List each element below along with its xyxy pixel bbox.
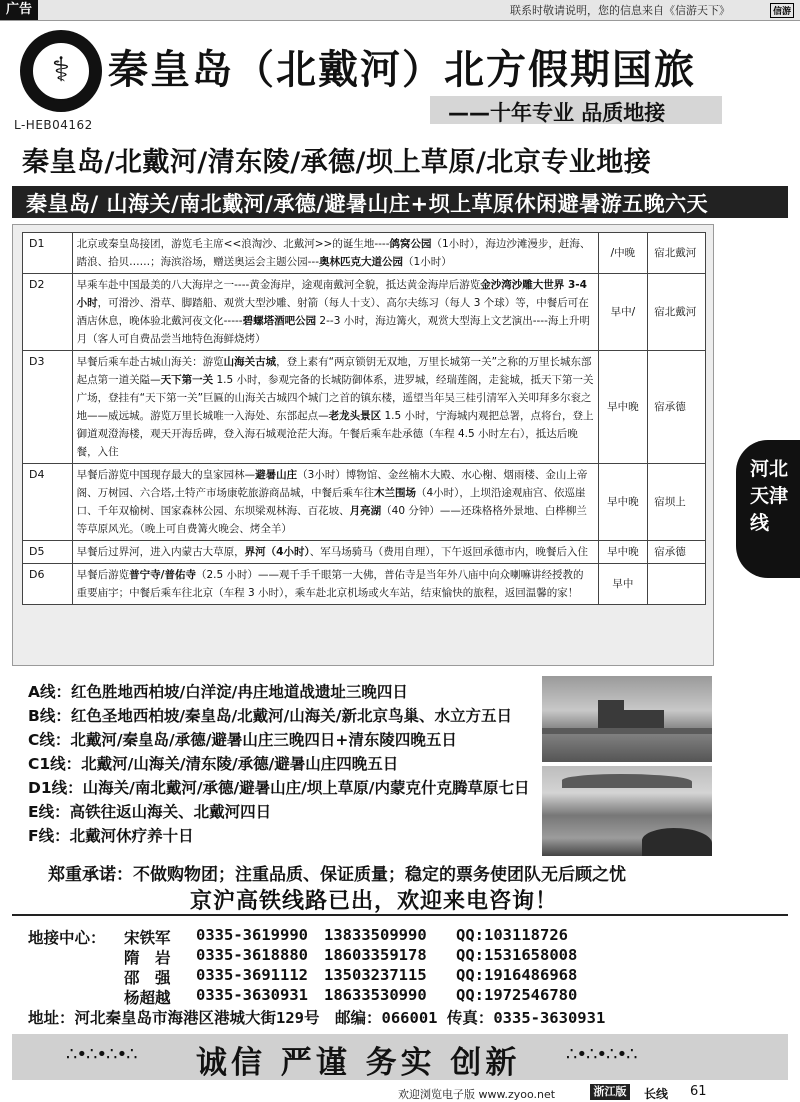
- contact-name: 宋铁军: [124, 929, 171, 947]
- itinerary-day: D6: [23, 564, 73, 605]
- itinerary-description: [72, 464, 598, 541]
- contact-name: 邵 强: [124, 969, 171, 987]
- itinerary-description: [72, 274, 598, 351]
- itinerary-text: （3小时）博物馆、金丝楠木大殿、水心榭、烟雨楼、金山上帝阁、万树园、六合塔,土特产市场康乾旅游商品城，中餐后乘车往: [76, 469, 588, 499]
- photo-fort-tower: [598, 700, 624, 728]
- company-subtitle: ——十年专业 品质地接: [448, 101, 666, 125]
- itinerary-text: （1小时）: [403, 256, 452, 268]
- itinerary-highlight: 鸽窝公园: [389, 238, 432, 250]
- contact-mobile[interactable]: 13503237115: [324, 966, 427, 984]
- contact-qq[interactable]: QQ:103118726: [456, 926, 568, 944]
- itinerary-highlight: 月亮湖: [349, 505, 382, 517]
- company-address: 地址：河北秦皇岛市海港区港城大街129号 邮编：066001 传真：0335-3630931: [28, 1009, 606, 1027]
- itinerary-meals: 早中/: [598, 274, 648, 351]
- ornament-left-icon: ∴•∴•∴•∴: [66, 1044, 137, 1065]
- itinerary-description: [72, 233, 598, 274]
- contact-qq[interactable]: QQ:1916486968: [456, 966, 578, 984]
- itinerary-text: ，可滑沙、滑草、脚踏船、观赏大型沙雕、射箭（每人十支）、高尔夫练习（每人 3 个球）等，中餐后可在酒店休息，晚体验北戴河夜文化-----: [76, 297, 589, 327]
- itinerary-meals: 早中晚: [598, 464, 648, 541]
- itinerary-highlight: 普宁寺/普佑寺: [129, 569, 196, 581]
- photo-dark-rocks: [642, 828, 712, 856]
- itinerary-highlight: 老龙头景区: [328, 410, 382, 422]
- itinerary-accommodation: 宿北戴河: [648, 233, 706, 274]
- route-line-c1: C1线：北戴河/山海关/清东陵/承德/避暑山庄四晚五日: [28, 755, 399, 773]
- contact-mobile[interactable]: 13833509990: [324, 926, 427, 944]
- photo-fort-wall: [622, 710, 664, 728]
- photo-far-shore: [562, 774, 692, 788]
- page-number: 61: [690, 1084, 707, 1099]
- caduceus-icon: ⚕: [51, 50, 71, 90]
- contact-phone[interactable]: 0335-3630931: [196, 986, 308, 1004]
- itinerary-accommodation: 宿坝上: [648, 464, 706, 541]
- itinerary-text: （40 分钟）——还珠格格外景地、白桦柳兰等草原风光。（晚上可自费篝火晚会、烤全羊）: [76, 505, 587, 535]
- itinerary-row: [23, 233, 706, 274]
- itinerary-row: [23, 274, 706, 351]
- itinerary-accommodation: 宿承德: [648, 351, 706, 464]
- itinerary-row: [23, 464, 706, 541]
- itinerary-text: 、军马场骑马（费用自理），下午返回承德市内，晚餐后入住: [309, 546, 588, 558]
- license-number: L-HEB04162: [14, 118, 93, 132]
- itinerary-highlight: 碧螺塔酒吧公园: [242, 315, 317, 327]
- region-side-label: 河北天津线: [750, 458, 789, 534]
- itinerary-day: D3: [23, 351, 73, 464]
- itinerary-highlight: 金沙湾沙雕大世界 3-4 小时: [76, 279, 587, 309]
- photo-shoreline: [542, 728, 712, 734]
- itinerary-highlight: 避暑山庄: [255, 469, 298, 481]
- destinations-heading: 秦皇岛/北戴河/清东陵/承德/坝上草原/北京专业地接: [22, 147, 652, 178]
- itinerary-meals: /中晚: [598, 233, 648, 274]
- itinerary-text: 早餐后游览中国现存最大的皇家园林—: [76, 469, 256, 481]
- edition-badge: 浙江版: [590, 1084, 630, 1100]
- itinerary-text: 早餐后游览: [76, 569, 130, 581]
- route-line-d1: D1线：山海关/南北戴河/承德/避暑山庄/坝上草原/内蒙克什克腾草原七日: [28, 779, 530, 797]
- route-line-b: B线：红色圣地西柏坡/秦皇岛/北戴河/山海关/新北京鸟巢、水立方五日: [28, 707, 512, 725]
- itinerary-text: （4小时），上坝沿途观庙宫、依巡崖口、千年双榆树、国家森林公园、东坝梁观林海、百花坡、: [76, 487, 586, 517]
- itinerary-description: [72, 351, 598, 464]
- photo-beach: [542, 766, 712, 856]
- itinerary-meals: 早中晚: [598, 351, 648, 464]
- itinerary-description: [72, 564, 598, 605]
- itinerary-day: D4: [23, 464, 73, 541]
- contact-phone[interactable]: 0335-3619990: [196, 926, 308, 944]
- service-promise: 郑重承诺：不做购物团；注重品质、保证质量；稳定的票务使团队无后顾之忧: [48, 865, 626, 885]
- itinerary-accommodation: 宿承德: [648, 541, 706, 564]
- itinerary-highlight: 山海关古城: [223, 356, 277, 368]
- itinerary-text: 1.5 小时，参观完备的长城防御体系，进罗城，经瑞莲阁，走瓮城，抵天下第一关广场，登挂有“天下第一关”巨匾的山海关古城四个城门之首的镇东楼，遥望当年吴三桂引清军入关叩拜多尔衮之地——威远城。游览万里长城唯一入海处、东部起点—: [76, 374, 594, 422]
- footer-website[interactable]: 欢迎浏览电子版 www.zyoo.net: [398, 1088, 556, 1101]
- ad-tag: 广告: [0, 0, 38, 20]
- itinerary-text: （2.5 小时）——观千手千眼第一大佛，普佑寺是当年外八庙中向众喇嘛讲经授教的重要庙宇；中餐后乘车往北京（车程 3 小时），乘车赴北京机场或火车站，结束愉快的旅程，返回温馨的家！: [76, 569, 584, 599]
- contact-name: 隋 岩: [124, 949, 171, 967]
- itinerary-text: ，登上素有“两京锁钥无双地，万里长城第一关”之称的万里长城东部起点第一道关隘—: [76, 356, 592, 386]
- itinerary-meals: 早中: [598, 564, 648, 605]
- route-line-a: A线：红色胜地西柏坡/白洋淀/冉庄地道战遗址三晚四日: [28, 683, 408, 701]
- itinerary-accommodation: [648, 564, 706, 605]
- contact-phone[interactable]: 0335-3618880: [196, 946, 308, 964]
- contact-qq[interactable]: QQ:1531658008: [456, 946, 578, 964]
- itinerary-highlight: 木兰围场: [373, 487, 416, 499]
- contact-center-label: 地接中心：: [28, 929, 106, 947]
- itinerary-day: D2: [23, 274, 73, 351]
- slogan: 诚信 严谨 务实 创新: [196, 1045, 521, 1081]
- itinerary-highlight: 界河（4小时）: [244, 546, 310, 558]
- itinerary-highlight: 奥林匹克大道公园: [319, 256, 404, 268]
- itinerary-row: [23, 351, 706, 464]
- itinerary-table: [22, 232, 706, 605]
- itinerary-row: [23, 541, 706, 564]
- ornament-right-icon: ∴•∴•∴•∴: [566, 1044, 637, 1065]
- route-line-f: F线：北戴河休疗养十日: [28, 827, 194, 845]
- itinerary-day: D1: [23, 233, 73, 274]
- route-line-e: E线：高铁往返山海关、北戴河四日: [28, 803, 272, 821]
- contact-mobile[interactable]: 18603359178: [324, 946, 427, 964]
- itinerary-text: 北京或秦皇岛接团，游览毛主席<<浪淘沙、北戴河>>的诞生地----: [76, 238, 390, 250]
- itinerary-text: 早乘车赴中国最美的八大海岸之一----黄金海岸，途观南戴河全貌，抵达黄金海岸后游览: [76, 279, 481, 291]
- contact-qq[interactable]: QQ:1972546780: [456, 986, 578, 1004]
- publication-logo: 信游: [770, 3, 794, 18]
- itinerary-description: [72, 541, 598, 564]
- itinerary-text: 1.5 小时，宁海城内观把总署，点将台，登上御道观澄海楼，观天开海岳碑，登入海石城观沧茫大海。午餐后乘车赴承德（车程 4.5 小时左右），抵达后晚餐，入住: [76, 410, 594, 458]
- itinerary-highlight: 天下第一关: [160, 374, 214, 386]
- itinerary-accommodation: 宿北戴河: [648, 274, 706, 351]
- section-label: 长线: [644, 1087, 669, 1101]
- itinerary-day: D5: [23, 541, 73, 564]
- itinerary-text: 2--3 小时，海边篝火，观赏大型海上文艺演出----海上升明月（客人可自费品尝当地特色海鲜烧烤）: [76, 315, 590, 345]
- company-title: 秦皇岛（北戴河）北方假期国旅: [108, 47, 696, 93]
- top-notice: 联系时敬请说明，您的信息来自《信游天下》: [510, 4, 730, 17]
- contact-mobile[interactable]: 18633530990: [324, 986, 427, 1004]
- contact-phone[interactable]: 0335-3691112: [196, 966, 308, 984]
- route-line-c: C线：北戴河/秦皇岛/承德/避暑山庄三晚四日+清东陵四晚五日: [28, 731, 457, 749]
- tour-title: 秦皇岛/ 山海关/南北戴河/承德/避暑山庄+坝上草原休闲避暑游五晚六天: [26, 192, 709, 216]
- itinerary-text: （1小时），海边沙滩漫步，赶海、踏浪、拾贝……；海滨浴场，赠送奥运会主题公园---: [76, 238, 591, 268]
- contact-name: 杨超越: [124, 989, 171, 1007]
- itinerary-text: 早餐后乘车赴古城山海关：游览: [76, 356, 224, 368]
- itinerary-text: 早餐后过界河，进入内蒙古大草原，: [76, 546, 245, 558]
- itinerary-meals: 早中晚: [598, 541, 648, 564]
- hsr-notice: 京沪高铁线路已出，欢迎来电咨询！: [190, 889, 559, 914]
- photo-great-wall-sea: [542, 676, 712, 762]
- itinerary-row: [23, 564, 706, 605]
